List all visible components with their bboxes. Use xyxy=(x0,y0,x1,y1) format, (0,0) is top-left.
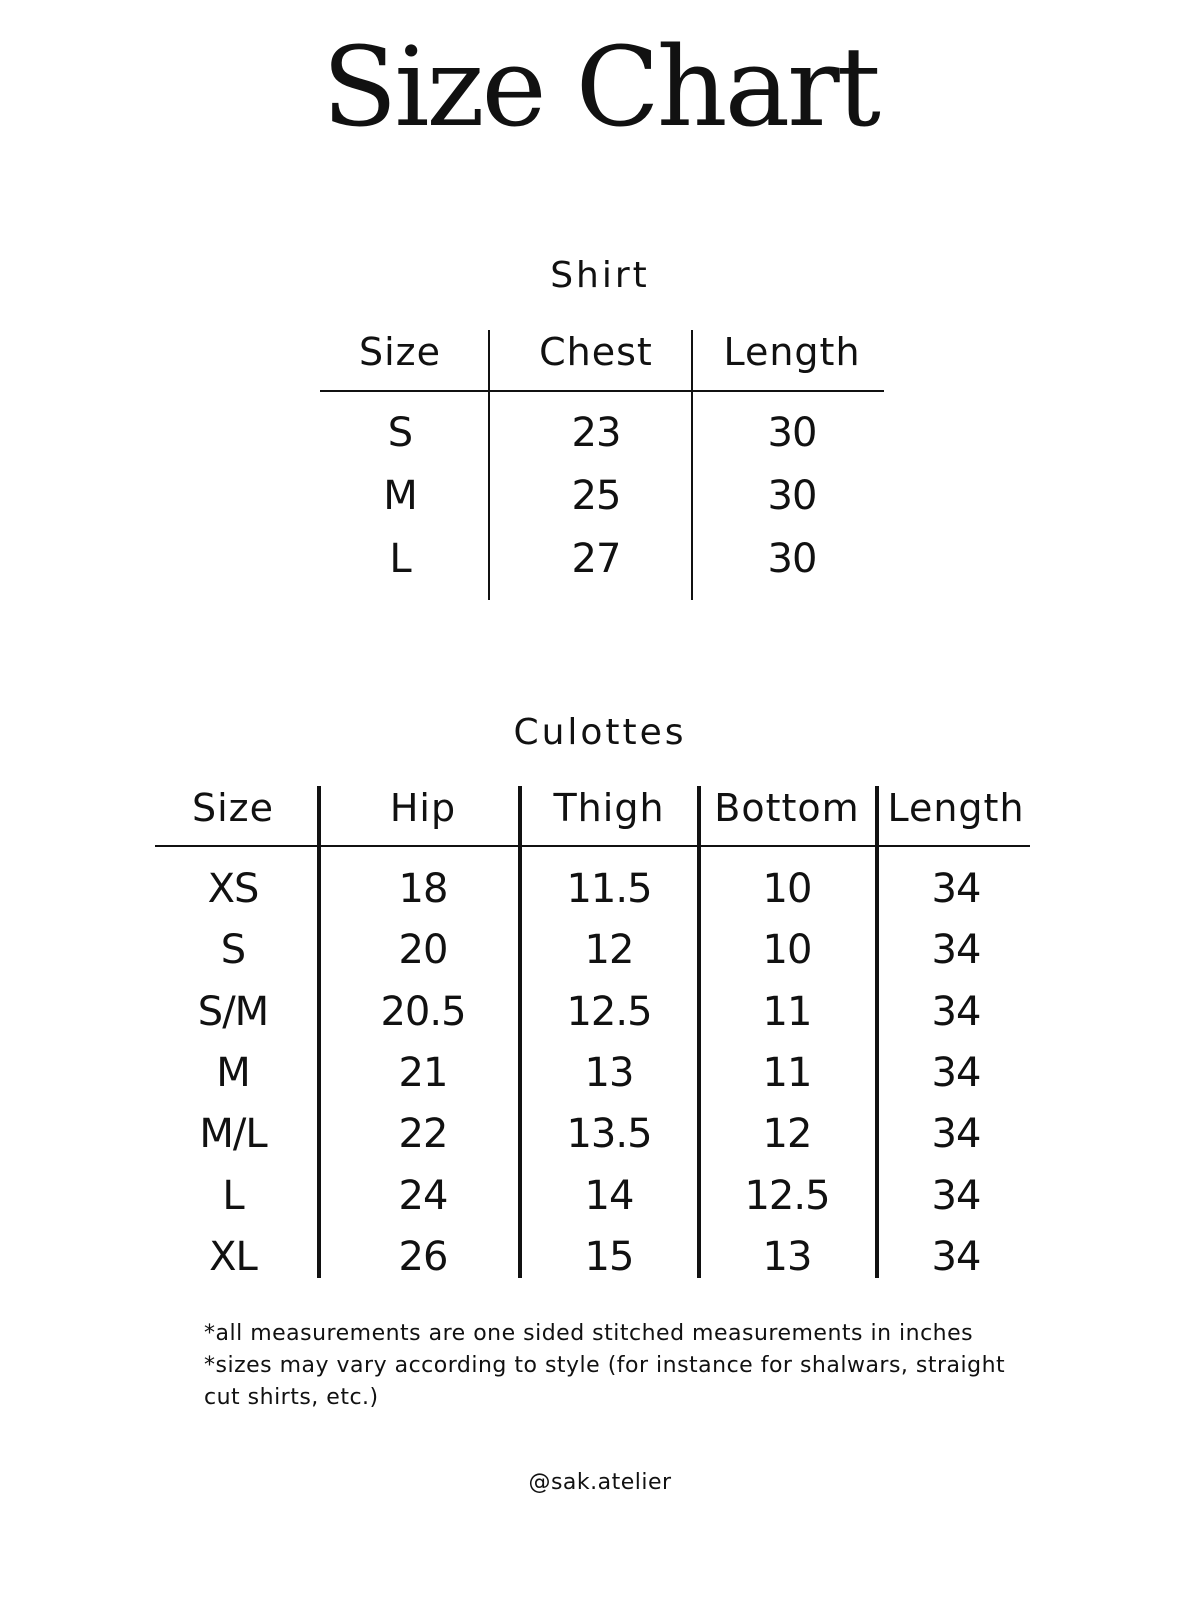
column-header: Length xyxy=(723,330,861,374)
measurement-cell: 13.5 xyxy=(566,1111,652,1158)
measurement-cell: 12.5 xyxy=(566,988,652,1035)
measurement-cell: 11.5 xyxy=(566,866,652,912)
column-header: Size xyxy=(191,786,274,830)
size-cell: M xyxy=(216,1049,250,1096)
measurement-cell: 30 xyxy=(767,410,817,456)
measurement-cell: 15 xyxy=(584,1233,634,1280)
size-cell: M xyxy=(383,473,417,519)
measurement-cell: 27 xyxy=(571,536,621,582)
column-header: Size xyxy=(358,330,441,374)
size-cell: L xyxy=(389,536,411,582)
size-cell: L xyxy=(222,1172,244,1219)
social-handle: @sak.atelier xyxy=(528,1470,672,1495)
measurement-cell: 34 xyxy=(931,1172,981,1219)
measurement-cell: 12 xyxy=(762,1111,812,1158)
measurement-cell: 20.5 xyxy=(380,988,466,1035)
measurement-cell: 10 xyxy=(762,866,812,912)
page-title: Size Chart xyxy=(322,23,878,151)
measurement-cell: 14 xyxy=(584,1172,634,1219)
size-cell: S xyxy=(220,927,246,974)
measurement-cell: 13 xyxy=(584,1049,634,1096)
shirt-section-title: Shirt xyxy=(550,255,650,296)
measurement-cell: 34 xyxy=(931,1049,981,1096)
measurement-cell: 21 xyxy=(398,1049,448,1096)
column-divider xyxy=(518,786,522,1278)
measurement-cell: 12 xyxy=(584,927,634,974)
column-divider xyxy=(317,786,321,1278)
measurement-cell: 11 xyxy=(762,1049,812,1096)
measurement-cell: 23 xyxy=(571,410,621,456)
size-cell: S/M xyxy=(197,988,269,1035)
column-divider xyxy=(697,786,701,1278)
size-cell: XL xyxy=(209,1233,257,1280)
measurement-cell: 34 xyxy=(931,1111,981,1158)
measurement-cell: 34 xyxy=(931,927,981,974)
measurement-cell: 34 xyxy=(931,988,981,1035)
measurement-cell: 24 xyxy=(398,1172,448,1219)
measurement-cell: 30 xyxy=(767,536,817,582)
measurement-cell: 30 xyxy=(767,473,817,519)
measurement-cell: 34 xyxy=(931,1233,981,1280)
column-header: Thigh xyxy=(553,786,665,830)
measurement-cell: 13 xyxy=(762,1233,812,1280)
note-line: cut shirts, etc.) xyxy=(204,1385,379,1410)
size-cell: M/L xyxy=(199,1111,267,1158)
note-line: *sizes may vary according to style (for instance for shalwars, straight xyxy=(204,1353,1006,1378)
measurement-cell: 22 xyxy=(398,1111,448,1158)
measurement-cell: 18 xyxy=(398,866,448,912)
measurement-cell: 11 xyxy=(762,988,812,1035)
measurement-cell: 25 xyxy=(571,473,621,519)
header-rule xyxy=(155,845,1030,847)
column-header: Bottom xyxy=(714,786,860,830)
size-cell: S xyxy=(387,410,413,456)
culottes-section-title: Culottes xyxy=(513,712,687,753)
measurement-notes xyxy=(204,1318,1084,1414)
measurement-cell: 10 xyxy=(762,927,812,974)
column-header: Chest xyxy=(539,330,653,374)
column-header: Hip xyxy=(389,786,457,830)
measurement-cell: 34 xyxy=(931,866,981,912)
note-line: *all measurements are one sided stitched measurements in inches xyxy=(204,1321,974,1346)
measurement-cell: 20 xyxy=(398,927,448,974)
measurement-cell: 12.5 xyxy=(744,1172,830,1219)
measurement-cell: 26 xyxy=(398,1233,448,1280)
column-divider xyxy=(875,786,879,1278)
column-header: Length xyxy=(887,786,1025,830)
size-cell: XS xyxy=(207,866,259,912)
